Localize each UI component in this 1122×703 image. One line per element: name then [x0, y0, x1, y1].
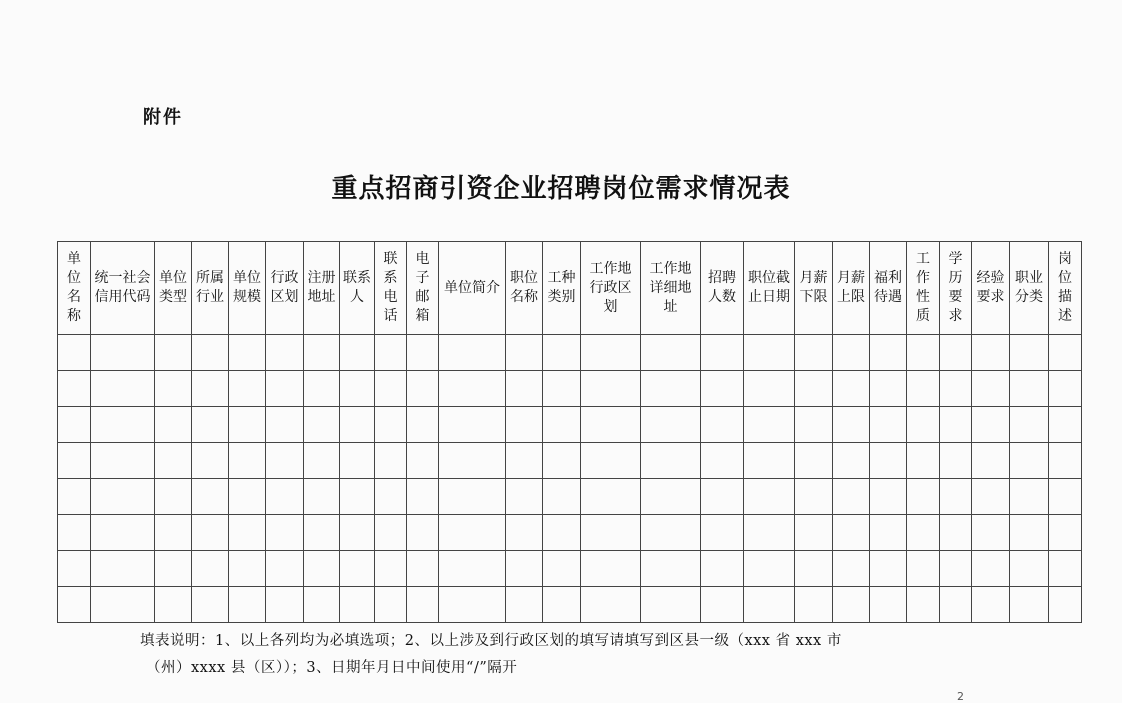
- table-cell[interactable]: [407, 371, 439, 407]
- table-cell[interactable]: [581, 587, 641, 623]
- table-cell[interactable]: [439, 551, 506, 587]
- table-cell[interactable]: [581, 479, 641, 515]
- table-cell[interactable]: [155, 371, 192, 407]
- table-cell[interactable]: [870, 587, 907, 623]
- table-cell[interactable]: [1010, 587, 1049, 623]
- table-cell[interactable]: [744, 371, 795, 407]
- table-cell[interactable]: [91, 443, 155, 479]
- table-cell[interactable]: [701, 479, 744, 515]
- column-header: 工种类别: [543, 242, 581, 335]
- table-cell[interactable]: [58, 587, 91, 623]
- table-cell[interactable]: [304, 479, 340, 515]
- table-cell[interactable]: [833, 587, 870, 623]
- column-header: 所属行业: [192, 242, 229, 335]
- table-cell[interactable]: [266, 443, 304, 479]
- table-cell[interactable]: [58, 479, 91, 515]
- table-cell[interactable]: [439, 335, 506, 371]
- table-row: [58, 443, 1082, 479]
- table-cell[interactable]: [340, 335, 375, 371]
- table-cell[interactable]: [340, 371, 375, 407]
- table-cell[interactable]: [439, 407, 506, 443]
- table-cell[interactable]: [543, 407, 581, 443]
- table-cell[interactable]: [1049, 407, 1082, 443]
- table-cell[interactable]: [1049, 335, 1082, 371]
- table-cell[interactable]: [407, 587, 439, 623]
- table-cell[interactable]: [972, 551, 1010, 587]
- column-header: 经验要求: [972, 242, 1010, 335]
- table-cell[interactable]: [229, 335, 266, 371]
- table-cell[interactable]: [192, 551, 229, 587]
- table-cell[interactable]: [795, 443, 833, 479]
- table-cell[interactable]: [972, 371, 1010, 407]
- table-cell[interactable]: [744, 479, 795, 515]
- table-cell[interactable]: [192, 443, 229, 479]
- table-cell[interactable]: [940, 515, 972, 551]
- table-cell[interactable]: [340, 515, 375, 551]
- table-cell[interactable]: [91, 335, 155, 371]
- table-cell[interactable]: [581, 407, 641, 443]
- column-header: 职位名称: [506, 242, 543, 335]
- table-cell[interactable]: [375, 407, 407, 443]
- table-cell[interactable]: [506, 479, 543, 515]
- table-cell[interactable]: [155, 335, 192, 371]
- table-cell[interactable]: [229, 551, 266, 587]
- table-cell[interactable]: [340, 443, 375, 479]
- table-cell[interactable]: [641, 407, 701, 443]
- table-cell[interactable]: [833, 407, 870, 443]
- table-cell[interactable]: [1049, 371, 1082, 407]
- table-cell[interactable]: [1010, 479, 1049, 515]
- table-cell[interactable]: [641, 371, 701, 407]
- table-cell[interactable]: [972, 335, 1010, 371]
- table-cell[interactable]: [304, 443, 340, 479]
- table-cell[interactable]: [155, 479, 192, 515]
- table-cell[interactable]: [1049, 551, 1082, 587]
- column-header: 单位规模: [229, 242, 266, 335]
- table-cell[interactable]: [192, 407, 229, 443]
- table-cell[interactable]: [506, 587, 543, 623]
- table-cell[interactable]: [940, 587, 972, 623]
- table-cell[interactable]: [870, 371, 907, 407]
- table-cell[interactable]: [229, 515, 266, 551]
- table-cell[interactable]: [91, 407, 155, 443]
- table-cell[interactable]: [229, 407, 266, 443]
- table-cell[interactable]: [304, 407, 340, 443]
- table-cell[interactable]: [543, 587, 581, 623]
- table-cell[interactable]: [870, 479, 907, 515]
- table-cell[interactable]: [641, 587, 701, 623]
- recruitment-requirements-table: [57, 241, 1082, 623]
- table-cell[interactable]: [833, 515, 870, 551]
- table-row: [58, 407, 1082, 443]
- table-cell[interactable]: [407, 443, 439, 479]
- column-header: 单位简介: [439, 242, 506, 335]
- page-number: 2: [957, 690, 964, 703]
- table-cell[interactable]: [304, 515, 340, 551]
- table-cell[interactable]: [907, 371, 940, 407]
- table-row: [58, 587, 1082, 623]
- table-cell[interactable]: [304, 371, 340, 407]
- table-cell[interactable]: [940, 551, 972, 587]
- table-cell[interactable]: [58, 371, 91, 407]
- table-cell[interactable]: [58, 515, 91, 551]
- table-cell[interactable]: [266, 407, 304, 443]
- table-cell[interactable]: [701, 443, 744, 479]
- table-cell[interactable]: [907, 515, 940, 551]
- table-cell[interactable]: [266, 335, 304, 371]
- table-cell[interactable]: [58, 551, 91, 587]
- table-cell[interactable]: [192, 587, 229, 623]
- table-cell[interactable]: [58, 443, 91, 479]
- table-cell[interactable]: [744, 407, 795, 443]
- table-cell[interactable]: [940, 407, 972, 443]
- table-cell[interactable]: [506, 443, 543, 479]
- table-cell[interactable]: [972, 443, 1010, 479]
- table-cell[interactable]: [407, 407, 439, 443]
- table-cell[interactable]: [795, 587, 833, 623]
- table-cell[interactable]: [439, 443, 506, 479]
- table-cell[interactable]: [641, 551, 701, 587]
- table-cell[interactable]: [581, 515, 641, 551]
- table-cell[interactable]: [972, 479, 1010, 515]
- column-header: 注册地址: [304, 242, 340, 335]
- table-cell[interactable]: [701, 587, 744, 623]
- column-header: 职位截止日期: [744, 242, 795, 335]
- table-cell[interactable]: [833, 551, 870, 587]
- table-cell[interactable]: [972, 515, 1010, 551]
- column-header: 福利待遇: [870, 242, 907, 335]
- table-cell[interactable]: [581, 551, 641, 587]
- table-cell[interactable]: [229, 371, 266, 407]
- table-cell[interactable]: [907, 335, 940, 371]
- table-cell[interactable]: [940, 335, 972, 371]
- fill-instructions-line: 填表说明：1、以上各列均为必填选项；2、以上涉及到行政区划的填写请填写到区县一级（xxx 省 xxx 市: [140, 633, 842, 649]
- table-cell[interactable]: [581, 371, 641, 407]
- column-header: 工作性质: [907, 242, 940, 335]
- table-cell[interactable]: [266, 587, 304, 623]
- table-cell[interactable]: [641, 479, 701, 515]
- table-cell[interactable]: [543, 551, 581, 587]
- table-cell[interactable]: [581, 335, 641, 371]
- column-header: 招聘人数: [701, 242, 744, 335]
- table-cell[interactable]: [1049, 479, 1082, 515]
- table-cell[interactable]: [1010, 407, 1049, 443]
- table-cell[interactable]: [506, 335, 543, 371]
- table-cell[interactable]: [58, 335, 91, 371]
- table-cell[interactable]: [641, 443, 701, 479]
- table-cell[interactable]: [907, 479, 940, 515]
- table-cell[interactable]: [304, 587, 340, 623]
- table-row: [58, 479, 1082, 515]
- table-cell[interactable]: [439, 479, 506, 515]
- table-cell[interactable]: [155, 551, 192, 587]
- table-cell[interactable]: [972, 587, 1010, 623]
- table-cell[interactable]: [407, 515, 439, 551]
- table-cell[interactable]: [543, 479, 581, 515]
- table-cell[interactable]: [229, 479, 266, 515]
- table-cell[interactable]: [744, 551, 795, 587]
- table-cell[interactable]: [439, 515, 506, 551]
- table-cell[interactable]: [1049, 443, 1082, 479]
- table-cell[interactable]: [940, 479, 972, 515]
- table-cell[interactable]: [304, 551, 340, 587]
- table-cell[interactable]: [304, 335, 340, 371]
- table-row: [58, 371, 1082, 407]
- table-cell[interactable]: [543, 335, 581, 371]
- table-cell[interactable]: [701, 407, 744, 443]
- table-cell[interactable]: [795, 407, 833, 443]
- attachment-label: 附件: [143, 107, 183, 128]
- table-cell[interactable]: [1049, 515, 1082, 551]
- table-cell[interactable]: [155, 587, 192, 623]
- column-header: 联系电话: [375, 242, 407, 335]
- table-cell[interactable]: [833, 479, 870, 515]
- table-cell[interactable]: [407, 335, 439, 371]
- document-title: 重点招商引资企业招聘岗位需求情况表: [331, 174, 791, 204]
- column-header: 工作地详细地址: [641, 242, 701, 335]
- table-cell[interactable]: [266, 371, 304, 407]
- table-cell[interactable]: [701, 335, 744, 371]
- table-cell[interactable]: [1010, 443, 1049, 479]
- column-header: 单位类型: [155, 242, 192, 335]
- table-cell[interactable]: [340, 479, 375, 515]
- table-cell[interactable]: [870, 551, 907, 587]
- column-header: 单位名称: [58, 242, 91, 335]
- column-header: 学历要求: [940, 242, 972, 335]
- table-cell[interactable]: [701, 515, 744, 551]
- table-cell[interactable]: [1049, 587, 1082, 623]
- table-cell[interactable]: [701, 551, 744, 587]
- table-cell[interactable]: [870, 407, 907, 443]
- table-cell[interactable]: [795, 335, 833, 371]
- table-row: [58, 515, 1082, 551]
- table-cell[interactable]: [833, 443, 870, 479]
- table-cell[interactable]: [91, 587, 155, 623]
- table-row: [58, 335, 1082, 371]
- table-cell[interactable]: [229, 587, 266, 623]
- table-cell[interactable]: [907, 407, 940, 443]
- table-header-row: [58, 242, 1082, 335]
- table-cell[interactable]: [795, 515, 833, 551]
- table-cell[interactable]: [907, 551, 940, 587]
- fill-instructions-line: （州）xxxx 县（区））；3、日期年月日中间使用“/”隔开: [146, 660, 518, 676]
- table-cell[interactable]: [543, 371, 581, 407]
- table-cell[interactable]: [375, 371, 407, 407]
- table-cell[interactable]: [439, 587, 506, 623]
- table-cell[interactable]: [795, 551, 833, 587]
- table-cell[interactable]: [375, 551, 407, 587]
- table-cell[interactable]: [744, 587, 795, 623]
- table-cell[interactable]: [340, 407, 375, 443]
- table-cell[interactable]: [192, 371, 229, 407]
- table-cell[interactable]: [340, 587, 375, 623]
- table-cell[interactable]: [192, 479, 229, 515]
- table-cell[interactable]: [641, 335, 701, 371]
- table-cell[interactable]: [940, 443, 972, 479]
- table-cell[interactable]: [58, 407, 91, 443]
- table-cell[interactable]: [155, 515, 192, 551]
- table-cell[interactable]: [870, 443, 907, 479]
- table-cell[interactable]: [795, 479, 833, 515]
- table-cell[interactable]: [91, 479, 155, 515]
- table-cell[interactable]: [375, 443, 407, 479]
- table-cell[interactable]: [641, 515, 701, 551]
- table-cell[interactable]: [266, 479, 304, 515]
- table-cell[interactable]: [375, 479, 407, 515]
- table-cell[interactable]: [439, 371, 506, 407]
- fill-instructions: [140, 628, 1040, 682]
- column-header: 电子邮箱: [407, 242, 439, 335]
- table-cell[interactable]: [266, 515, 304, 551]
- table-cell[interactable]: [833, 335, 870, 371]
- table-cell[interactable]: [375, 335, 407, 371]
- table-cell[interactable]: [701, 371, 744, 407]
- column-header: 工作地行政区划: [581, 242, 641, 335]
- table-cell[interactable]: [795, 371, 833, 407]
- table-cell[interactable]: [870, 335, 907, 371]
- column-header: 月薪上限: [833, 242, 870, 335]
- table-cell[interactable]: [744, 443, 795, 479]
- column-header: 月薪下限: [795, 242, 833, 335]
- table-cell[interactable]: [1010, 371, 1049, 407]
- table-cell[interactable]: [91, 515, 155, 551]
- table-cell[interactable]: [907, 443, 940, 479]
- table-cell[interactable]: [155, 443, 192, 479]
- table-cell[interactable]: [581, 443, 641, 479]
- table-cell[interactable]: [192, 335, 229, 371]
- table-cell[interactable]: [407, 479, 439, 515]
- column-header: 行政区划: [266, 242, 304, 335]
- table-cell[interactable]: [506, 551, 543, 587]
- table-cell[interactable]: [1010, 515, 1049, 551]
- table-cell[interactable]: [407, 551, 439, 587]
- column-header: 统一社会信用代码: [91, 242, 155, 335]
- table-cell[interactable]: [744, 515, 795, 551]
- table-row: [58, 551, 1082, 587]
- table-body: [58, 335, 1082, 623]
- column-header: 联系人: [340, 242, 375, 335]
- table-cell[interactable]: [870, 515, 907, 551]
- table-cell[interactable]: [340, 551, 375, 587]
- table-cell[interactable]: [192, 515, 229, 551]
- table-cell[interactable]: [266, 551, 304, 587]
- table-cell[interactable]: [972, 407, 1010, 443]
- table-cell[interactable]: [506, 515, 543, 551]
- column-header: 职业分类: [1010, 242, 1049, 335]
- table-cell[interactable]: [506, 371, 543, 407]
- table-cell[interactable]: [155, 407, 192, 443]
- column-header: 岗位描述: [1049, 242, 1082, 335]
- table-cell[interactable]: [1010, 335, 1049, 371]
- table-cell[interactable]: [229, 443, 266, 479]
- table-cell[interactable]: [506, 407, 543, 443]
- table-cell[interactable]: [91, 551, 155, 587]
- table-cell[interactable]: [91, 371, 155, 407]
- table-cell[interactable]: [907, 587, 940, 623]
- table-cell[interactable]: [543, 443, 581, 479]
- table-cell[interactable]: [543, 515, 581, 551]
- table-cell[interactable]: [375, 515, 407, 551]
- table-cell[interactable]: [744, 335, 795, 371]
- table-cell[interactable]: [833, 371, 870, 407]
- table-cell[interactable]: [1010, 551, 1049, 587]
- table-cell[interactable]: [940, 371, 972, 407]
- table-cell[interactable]: [375, 587, 407, 623]
